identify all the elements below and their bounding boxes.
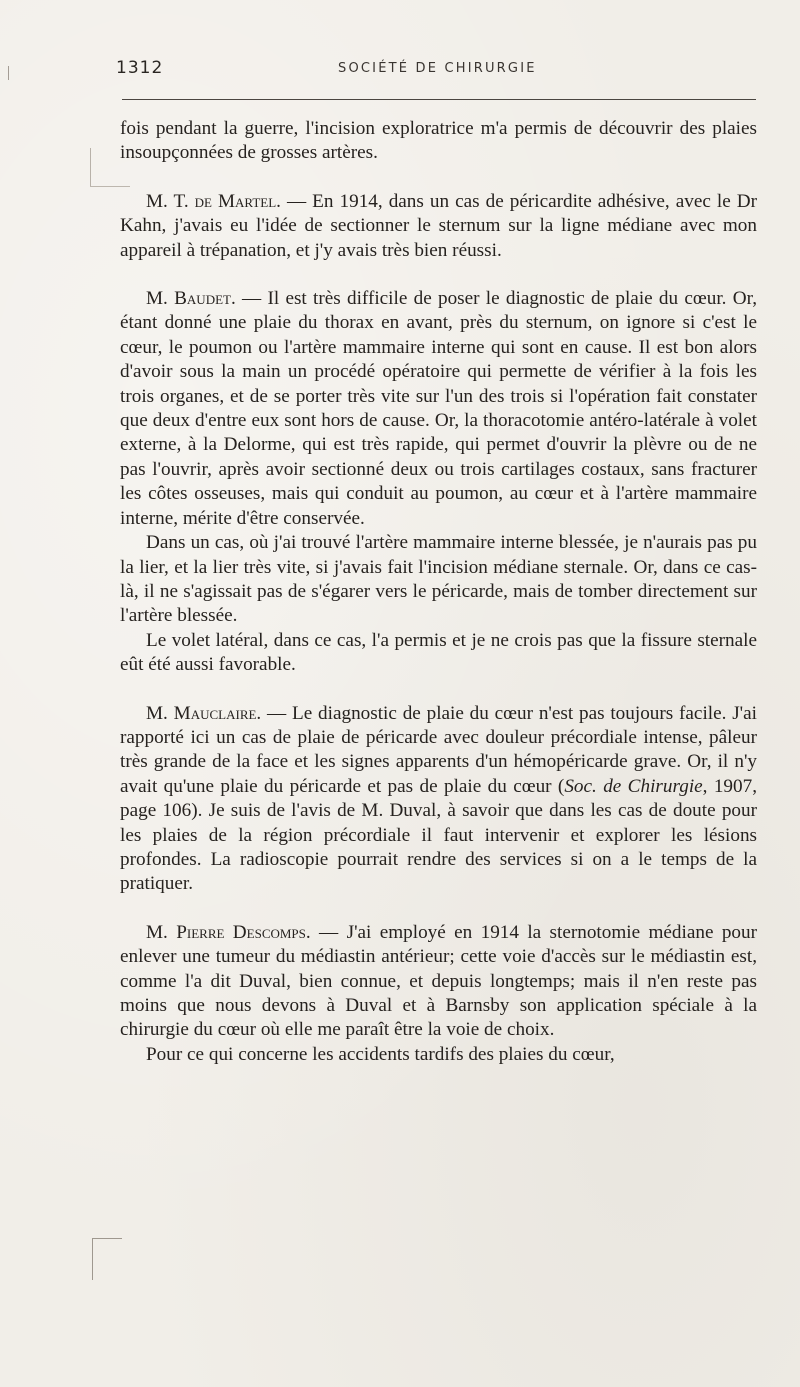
paragraph-text: — Il est très difficile de poser le diagnostic de plaie du cœur. Or, étant donné une plaie du thorax en avant, près du sternum, on ignore si c'est le cœur, le poumon ou l'artère mammaire interne qui sont en cause. Il est bon alors d'avoir sous la main un procédé opératoire qui permette de vérifier à la fois les trois organes, et de se porter très vite sur l'un des trois si l'opération fait constater que deux d'entre eux sont hors de cause. Or, la thoracotomie antéro-latérale à volet externe, à la Delorme, qui est très rapide, qui permet d'ouvrir la plèvre ou de ne pas l'ouvrir, après avoir sectionné deux ou trois cartilages costaux, sans fracturer les côtes osseuses, mais qui conduit au poumon, au cœur et à l'artère mammaire interne, mérite d'être conservée. (120, 288, 758, 529)
body-text (120, 117, 757, 1067)
paragraph-continuation (120, 117, 757, 166)
page-number: 1312 (116, 58, 164, 78)
margin-pencil-mark-bottom-stroke (92, 1238, 122, 1239)
paragraph-text: — J'ai employé en 1914 la sternotomie médiane pour enlever une tumeur du médiastin antérieur; cette voie d'accès sur le médiastin est, comme l'a dit Duval, bien connue, et depuis longtemps; mais il n'en reste pas moins que nous devons à Duval et à Barnsby son application spéciale à la chirurgie du cœur où elle me paraît être la voie de choix. (120, 921, 757, 1041)
paragraph-descomps-continued (120, 1043, 757, 1067)
running-head: SOCIÉTÉ DE CHIRURGIE (338, 61, 537, 76)
paragraph-text: Le volet latéral, dans ce cas, l'a permis et je ne crois pas que la fissure sternale eût été aussi favorable. (120, 629, 757, 676)
margin-pencil-mark-bottom (92, 1238, 93, 1280)
margin-pencil-mark-top (90, 148, 93, 186)
paragraph-baudet-conclusion (120, 629, 757, 678)
paragraph-baudet-case (120, 531, 757, 629)
paragraph-text: Dans un cas, où j'ai trouvé l'artère mammaire interne blessée, je n'aurais pas pu la lier, et la lier très vite, si j'avais fait l'incision médiane sternale. Or, dans ce cas-là, il ne s'agissait pas de s'égarer vers le péricarde, mais de tomber directement sur l'artère blessée. (120, 532, 757, 627)
paragraph-text: Pour ce qui concerne les accidents tardifs des plaies du cœur, (146, 1043, 615, 1065)
paragraph-text: fois pendant la guerre, l'incision exploratrice m'a permis de découvrir des plaies insoupçonnées de grosses artères. (120, 118, 757, 164)
citation-title: Soc. de Chirurgie (564, 775, 703, 797)
paragraph-text: , 1907, page 106). Je suis de l'avis de M. Duval, à savoir que dans les cas de doute pour les plaies de la région précordiale il faut intervenir et explorer les lésions profondes. La radioscopie pourrait rendre des services si on a le temps de la pratiquer. (120, 775, 758, 895)
speaker-name: M. Pierre Descomps. (146, 921, 311, 943)
paragraph-descomps (120, 921, 757, 1043)
paragraph-mauclaire (120, 702, 757, 897)
header-rule (122, 99, 756, 100)
paragraph-de-martel (120, 190, 757, 263)
speaker-name: M. Baudet. (146, 288, 236, 310)
paragraph-baudet (120, 287, 757, 531)
paragraph-text: — Le diagnostic de plaie du cœur n'est pas toujours facile. J'ai rapporté ici un cas de plaie de péricarde avec douleur précordiale intense, pâleur très grande de la face et les signes apparents d'un hémopéricarde grave. Or, il n'y avait qu'une plaie du péricarde et pas de plaie du cœur ( (120, 702, 757, 797)
paragraph-text: — En 1914, dans un cas de péricardite adhésive, avec le Dr Kahn, j'avais eu l'idée de sectionner le sternum sur la ligne médiane avec mon appareil à trépanation, et j'y avais très bien réussi. (120, 190, 757, 261)
speaker-name: M. T. de Martel. (146, 190, 281, 212)
speaker-name: M. Mauclaire. (146, 702, 262, 724)
page-header (0, 58, 800, 84)
